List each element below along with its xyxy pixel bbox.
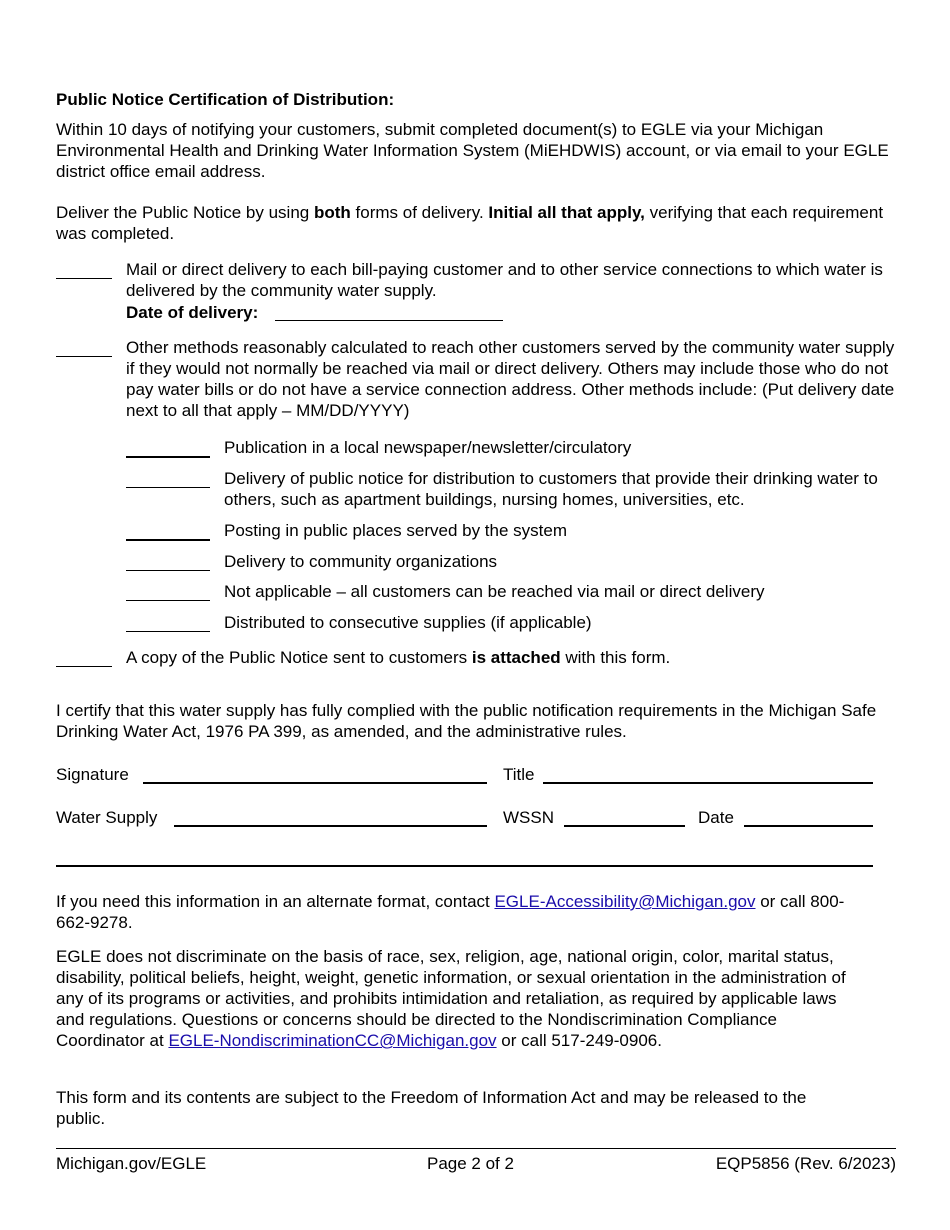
delivery-instructions: Deliver the Public Notice by using both forms of delivery. Initial all that apply, verifying that each requirement was completed. (56, 203, 884, 243)
method-date-field[interactable] (126, 550, 210, 571)
date-of-delivery-field[interactable] (275, 300, 503, 321)
footer-website: Michigan.gov/EGLE (56, 1154, 207, 1173)
method-item: Delivery of public notice for distribution to customers that provide their drinking water to others, such as apartment buildings, nursing homes, universities, etc. (224, 469, 878, 509)
method-date-field[interactable] (126, 467, 210, 488)
method-date-field[interactable] (126, 611, 210, 632)
attached-copy-text: A copy of the Public Notice sent to customers is attached with this form. (126, 648, 671, 667)
method-date-field[interactable] (126, 580, 210, 601)
initial-attached-copy-field[interactable] (56, 646, 112, 667)
wssn-field[interactable] (564, 805, 685, 827)
water-supply-field[interactable] (174, 805, 487, 827)
footer-form-number: EQP5856 (Rev. 6/2023) (715, 1154, 896, 1173)
date-label: Date (698, 808, 734, 827)
page-footer (56, 1148, 896, 1173)
other-methods-text: Other methods reasonably calculated to reach other customers served by the community water supply if they would not normally be reached via mail or direct delivery. Others may include those who do not pay water bills or do not have a service connection address. Other methods include: (Put delivery date next to all that apply – MM/DD/YYYY) (126, 338, 895, 420)
accessibility-notice: If you need this information in an alternate format, contact EGLE-Accessibility@Michigan.gov or call 800-662-9278. (56, 892, 845, 932)
method-item: Distributed to consecutive supplies (if applicable) (224, 613, 592, 632)
intro-paragraph: Within 10 days of notifying your customers, submit completed document(s) to EGLE via your Michigan Environmental Health and Drinking Water Information System (MiEHDWIS) account, or via email to your EGLE district office email address. (56, 120, 889, 181)
date-of-delivery-label: Date of delivery: (126, 303, 259, 322)
wssn-label: WSSN (503, 808, 554, 827)
accessibility-email-link[interactable]: EGLE-Accessibility@Michigan.gov (494, 892, 756, 911)
water-supply-label: Water Supply (56, 808, 158, 827)
method-item: Publication in a local newspaper/newsletter/circulatory (224, 438, 632, 457)
initial-mail-delivery-field[interactable] (56, 258, 112, 279)
section-divider (56, 865, 873, 867)
method-item: Delivery to community organizations (224, 552, 498, 571)
signature-field[interactable] (143, 762, 487, 784)
footer-page-number: Page 2 of 2 (427, 1154, 514, 1173)
foia-notice: This form and its contents are subject to the Freedom of Information Act and may be released to the public. (56, 1088, 807, 1128)
method-date-field[interactable] (126, 436, 210, 458)
mail-delivery-text: Mail or direct delivery to each bill-paying customer and to other service connections to which water is delivered by the community water supply. (126, 260, 883, 300)
certification-statement: I certify that this water supply has fully complied with the public notification requirements in the Michigan Safe Drinking Water Act, 1976 PA 399, as amended, and the administrative rules. (56, 701, 877, 741)
initial-other-methods-field[interactable] (56, 336, 112, 357)
section-heading: Public Notice Certification of Distribution: (56, 90, 395, 109)
date-field[interactable] (744, 805, 873, 827)
method-date-field[interactable] (126, 519, 210, 541)
nondiscrimination-email-link[interactable]: EGLE-NondiscriminationCC@Michigan.gov (168, 1031, 497, 1050)
method-item: Not applicable – all customers can be reached via mail or direct delivery (224, 582, 765, 601)
signature-label: Signature (56, 765, 129, 784)
nondiscrimination-notice: EGLE does not discriminate on the basis of race, sex, religion, age, national origin, color, marital status, disability, political beliefs, height, weight, genetic information, or sexual orientation in the administration of any of its programs or activities, and prohibits intimidation and retaliation, as required by applicable laws and regulations. Questions or concerns should be directed to the Nondiscrimination Compliance Coordinator at EGLE-NondiscriminationCC@Michigan.gov or call 517-249-0906. (56, 947, 846, 1050)
title-label: Title (503, 765, 535, 784)
method-item: Posting in public places served by the system (224, 521, 568, 540)
title-field[interactable] (543, 762, 873, 784)
